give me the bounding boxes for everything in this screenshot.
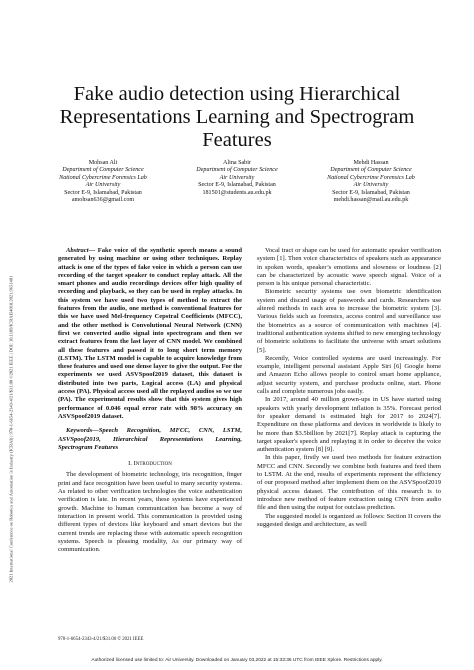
keywords-label: Keywords bbox=[66, 427, 93, 435]
side-identifier-text: 2021 International Conference on Robotics and Automation in Industry (ICRAI) | 978-1-6654-2343-4/21/$31.00 ©2021 IEEE | DOI: 10.1109/ICRAI54018.2021.9651401 bbox=[8, 275, 14, 583]
author-addr: Sector E-9, Islamabad, Pakistan bbox=[64, 189, 142, 196]
body-paragraph: Vocal tract or shape can be used for automatic speaker verification system [1]. Then voice characteristics of speakers such as appearance in spoken words, speaker’s emotions and slowness or loudness [2] can be characterized by acoustic wave speech signal. Voice of a person is his unique personal characteristic. bbox=[257, 247, 441, 288]
abstract bbox=[58, 247, 242, 421]
author-addr: Sector E-9, Islamabad, Pakistan bbox=[198, 182, 276, 189]
abstract-label: Abstract bbox=[66, 247, 89, 254]
keywords-text: —Speech Recognition, MFCC, CNN, LSTM, ASVSpoof2019, Hierarchical Representations Learning, Spectrogram Features bbox=[58, 427, 242, 451]
copyright-footer: 978-1-6654-2343-4/21/$31.00 © 2021 IEEE bbox=[58, 637, 144, 642]
author-3 bbox=[304, 160, 438, 204]
license-footer: Authorized licensed use limited to: Air University. Downloaded on January 03,2022 at 15:33:36 UTC from IEEE Xplore. Restrictions apply. bbox=[91, 658, 383, 663]
body-paragraph: Biometric security systems use own biometric identification system and discard usage of passwords and cards. Researchers use altered methods in each area to increase the biometric system [3]. Various fields such as forensics, access control and surveillance use the biometrics as a source of communication with machines [4]. traditional authentication systems shifted to new emerging technology of biometric solutions to facilitate the universe with smart solutions [5]. bbox=[257, 288, 441, 354]
left-column bbox=[58, 247, 242, 554]
right-column bbox=[257, 247, 441, 529]
author-addr: Sector E-9, Islamabad, Pakistan bbox=[332, 189, 410, 196]
author-name: Mohsan Ali bbox=[88, 160, 118, 166]
author-email: mehdi.hassan@mail.au.edu.pk bbox=[333, 197, 409, 204]
author-name: Alina Sabir bbox=[223, 160, 251, 166]
abstract-text: — Fake voice of the synthetic speech means a sound generated by using machine or using other techniques. Replay attack is one of the types of fake voice in which a person can use recording of the target speaker to conduct replay attack. All the smart phones and audio recordings devices offer high quality of recording and playback, so they can be used in replay attacks. In this system we have used two types of method to extract the features from the audio, one method is conventional features for this we have used Mel-frequency Cepstral Coefficients (MFCC), and the other method is Convolutional Neural Network (CNN) first we converted audio signal into spectrogram and then we extract features from the last layer of CNN model. We combined all these features and passed it to long short term memory (LSTM). The LSTM model is capable to acquire knowledge from these features and used one dense layer to give the output. For the experiments we used ASVSpoof2019 dataset, this dataset is distributed into two parts, Logical access (LA) and physical access (PA). Physical access used all the replayed audios so we use (PA). The experimental results show that this system gives high performance of 0.046 equal error rate with 98% accuracy on ASVSpoof2019 dataset. bbox=[58, 247, 242, 420]
author-dept: Department of Computer Science bbox=[330, 167, 412, 174]
author-lab: National Cybercrime Forensics Lab bbox=[327, 174, 415, 181]
section-heading: I. Introduction bbox=[128, 460, 172, 468]
author-univ: Air University bbox=[353, 182, 389, 189]
author-1 bbox=[36, 160, 170, 204]
intro-paragraph: The development of biometric technology, iris recognition, finger print and face recognition have been useful to many security systems. As related to other verification technologies the voice authentication verification is late. In recent years, these systems have experienced growth. Machine to human communication has become a way of interaction in present world. This communication is provided using different types of devices like keyboard and smart devices but the current trends are replacing these with automatic speech recognition systems. Speech is pleasing modality, As our primary way of communication. bbox=[58, 471, 242, 554]
body-paragraph: In 2017, around 40 million grown-ups in US have started using speakers with yearly development inflation is 35%. Forecast period for speaker demand is estimated high for 2017 to 2024[7]. Expenditure on these platforms and devices in worldwide is likely to be more than $3.5billion by 2021[7]. Replay attack is capturing the target speaker's speech and replaying it in order to deceive the voice authentication system [8] [9]. bbox=[257, 396, 441, 454]
author-email: amohsan636@gmail.com bbox=[71, 197, 135, 204]
author-dept: Department of Computer Science bbox=[62, 167, 144, 174]
author-univ: Air University bbox=[85, 182, 121, 189]
keywords bbox=[58, 427, 242, 452]
author-name: Mehdi Hassan bbox=[353, 160, 389, 166]
author-block bbox=[36, 160, 438, 204]
author-dept: Department of Computer Science bbox=[196, 167, 278, 174]
author-univ: Air University bbox=[219, 174, 255, 181]
author-email: 181501@students.au.edu.pk bbox=[202, 189, 272, 196]
side-identifier bbox=[6, 115, 16, 585]
body-paragraph: Recently, Voice controlled systems are used increasingly. For example, intelligent personal assistant Apple Siri [6] Google home and Amazon Echo allows people to control smart home appliance, adjust security system, and purchase products online, start. Phone calls and complete numerous jobs easily. bbox=[257, 354, 441, 396]
author-2 bbox=[170, 160, 304, 204]
body-paragraph: The suggested model is organized as follows: Section II covers the suggested design and architecture, as well bbox=[257, 512, 441, 528]
body-paragraph: In this paper, firstly we used two methods for feature extraction MFCC and CNN. Secondly we combine both features and feed them to LSTM. At the end, results of experiments represent the efficiency of our proposed method after implement them on the ASVSpoof2019 physical access dataset. The contribution of this research is to introduce new method of feature extraction using CNN from audio file and then using the output for outclass prediction. bbox=[257, 454, 441, 512]
paper-title: Fake audio detection using Hierarchical Representations Learning and Spectrogram Features bbox=[59, 83, 415, 151]
author-lab: National Cybercrime Forensics Lab bbox=[59, 174, 147, 181]
